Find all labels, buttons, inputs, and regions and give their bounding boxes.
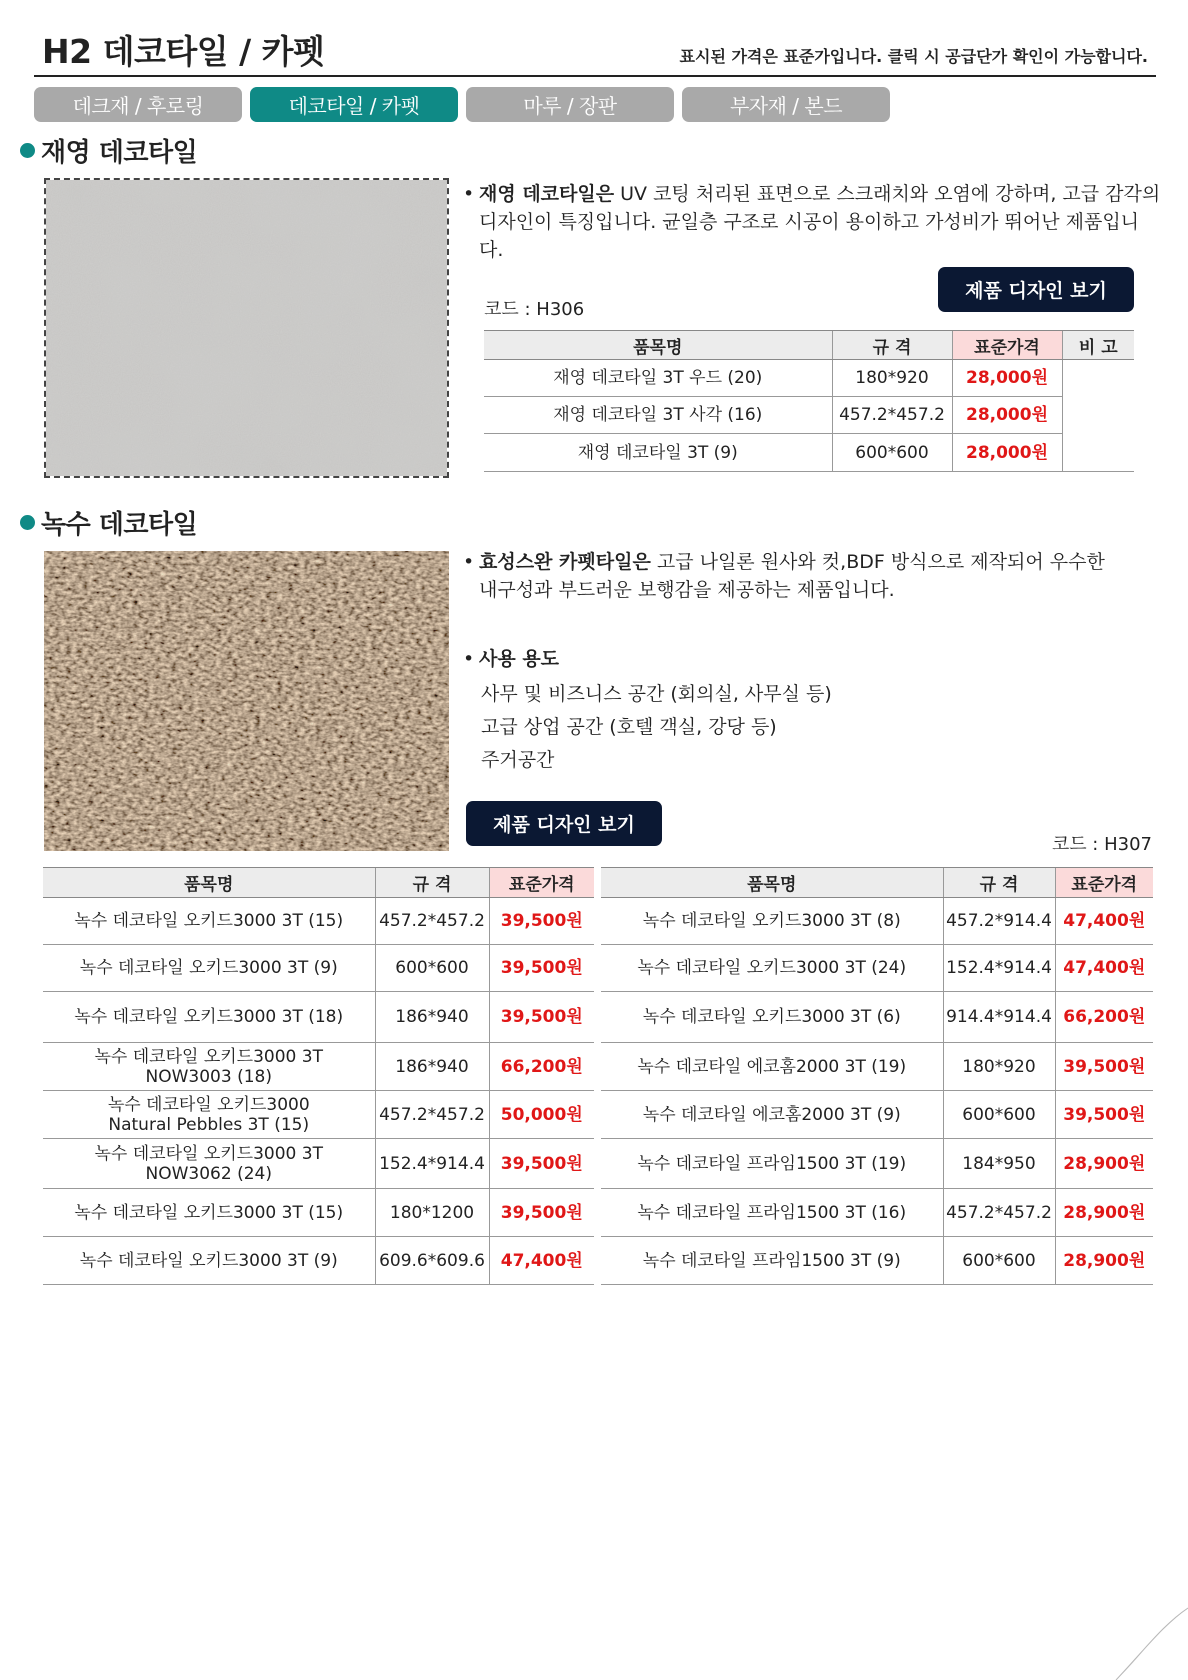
col-header: 표준가격 <box>489 868 594 898</box>
col-header: 표준가격 <box>1055 868 1153 898</box>
table-row[interactable] <box>601 898 1153 945</box>
page-curl-icon[interactable] <box>1098 1590 1188 1680</box>
tab-wood-floor-sheet[interactable]: 마루 / 장판 <box>466 87 674 122</box>
table-row[interactable] <box>601 1091 1153 1139</box>
table-cell: 28,000원 <box>952 397 1062 434</box>
usage-title: 사용 용도 <box>479 648 560 670</box>
table-cell: 녹수 데코타일 오키드3000 3T (8) <box>601 898 943 945</box>
price-table-h307-left <box>43 867 594 1285</box>
table-cell: 39,500원 <box>1055 1043 1153 1091</box>
table-row[interactable] <box>601 945 1153 992</box>
table-row[interactable] <box>601 992 1153 1043</box>
table-cell: 609.6*609.6 <box>375 1237 489 1285</box>
page-title: H2 데코타일 / 카펫 <box>42 32 325 71</box>
section-title: 녹수 데코타일 <box>41 510 198 540</box>
design-view-button-h306[interactable]: 제품 디자인 보기 <box>938 267 1134 312</box>
desc-emphasis: 효성스완 카펫타일은 <box>479 551 651 573</box>
table-cell: 186*940 <box>375 992 489 1043</box>
table-cell: 457.2*457.2 <box>375 898 489 945</box>
table-cell: 녹수 데코타일 오키드3000 3T NOW3003 (18) <box>43 1043 375 1091</box>
table-cell: 180*920 <box>832 360 952 397</box>
table-cell: 180*1200 <box>375 1189 489 1237</box>
product-swatch-carpet-tile[interactable] <box>44 551 449 851</box>
table-cell: 녹수 데코타일 오키드3000 3T (15) <box>43 1189 375 1237</box>
table-cell: 600*600 <box>375 945 489 992</box>
table-cell: 914.4*914.4 <box>943 992 1055 1043</box>
price-notice: 표시된 가격은 표준가입니다. 클릭 시 공급단가 확인이 가능합니다. <box>679 47 1148 66</box>
product-swatch-gray-tile[interactable] <box>44 178 449 478</box>
col-header: 규 격 <box>375 868 489 898</box>
table-row[interactable] <box>484 397 1134 434</box>
table-cell: 28,000원 <box>952 360 1062 397</box>
table-cell: 녹수 데코타일 오키드3000 3T (9) <box>43 945 375 992</box>
col-header: 규 격 <box>943 868 1055 898</box>
usage-item: 주거공간 <box>481 749 555 771</box>
desc-emphasis: 재영 데코타일은 <box>479 183 615 205</box>
table-row[interactable] <box>43 1091 594 1139</box>
table-cell: 600*600 <box>943 1091 1055 1139</box>
table-cell: 녹수 데코타일 오키드3000 3T (24) <box>601 945 943 992</box>
table-cell: 재영 데코타일 3T (9) <box>484 434 832 472</box>
tab-accessories-bond[interactable]: 부자재 / 본드 <box>682 87 890 122</box>
price-table-h306 <box>484 330 1134 472</box>
table-cell: 28,900원 <box>1055 1139 1153 1189</box>
table-cell: 39,500원 <box>489 898 594 945</box>
table-cell: 152.4*914.4 <box>943 945 1055 992</box>
table-cell: 152.4*914.4 <box>375 1139 489 1189</box>
table-row[interactable] <box>43 1139 594 1189</box>
carpet-loop-texture <box>44 551 449 851</box>
table-cell: 녹수 데코타일 에코홈2000 3T (9) <box>601 1091 943 1139</box>
table-cell: 재영 데코타일 3T 우드 (20) <box>484 360 832 397</box>
table-cell: 녹수 데코타일 오키드3000 3T (6) <box>601 992 943 1043</box>
table-cell: 600*600 <box>832 434 952 472</box>
table-cell: 39,500원 <box>489 1189 594 1237</box>
table-cell: 녹수 데코타일 오키드3000 Natural Pebbles 3T (15) <box>43 1091 375 1139</box>
table-row[interactable] <box>43 945 594 992</box>
table-cell: 457.2*457.2 <box>832 397 952 434</box>
title-divider <box>34 75 1156 77</box>
usage-item: 고급 상업 공간 (호텔 객실, 강당 등) <box>481 716 777 738</box>
price-table-h307-right <box>601 867 1153 1285</box>
table-cell: 녹수 데코타일 오키드3000 3T NOW3062 (24) <box>43 1139 375 1189</box>
product-code-h307: 코드 : H307 <box>1051 834 1152 855</box>
table-cell: 457.2*457.2 <box>375 1091 489 1139</box>
remark-cell <box>1062 360 1134 472</box>
bullet-dot-icon <box>20 143 35 158</box>
col-header-price: 표준가격 <box>952 331 1062 360</box>
product-code-h306: 코드 : H306 <box>484 299 585 320</box>
table-cell: 28,900원 <box>1055 1237 1153 1285</box>
table-cell: 50,000원 <box>489 1091 594 1139</box>
table-row[interactable] <box>43 898 594 945</box>
section-heading-jaeyoung <box>20 132 197 169</box>
table-cell: 녹수 데코타일 에코홈2000 3T (19) <box>601 1043 943 1091</box>
bullet-dot-icon <box>20 515 35 530</box>
table-row[interactable] <box>43 1043 594 1091</box>
table-cell: 184*950 <box>943 1139 1055 1189</box>
table-cell: 재영 데코타일 3T 사각 (16) <box>484 397 832 434</box>
col-header-remark: 비 고 <box>1062 331 1134 360</box>
table-cell: 600*600 <box>943 1237 1055 1285</box>
table-cell: 녹수 데코타일 프라임1500 3T (16) <box>601 1189 943 1237</box>
section-title: 재영 데코타일 <box>41 138 198 168</box>
table-cell: 39,500원 <box>489 992 594 1043</box>
table-cell: 47,400원 <box>1055 898 1153 945</box>
table-row[interactable] <box>484 434 1134 472</box>
col-header: 품목명 <box>601 868 943 898</box>
table-row[interactable] <box>601 1237 1153 1285</box>
table-cell: 녹수 데코타일 오키드3000 3T (15) <box>43 898 375 945</box>
table-cell: 녹수 데코타일 오키드3000 3T (18) <box>43 992 375 1043</box>
table-cell: 39,500원 <box>489 945 594 992</box>
gray-stone-texture <box>46 180 447 476</box>
table-cell: 186*940 <box>375 1043 489 1091</box>
section1-description: • 재영 데코타일은 UV 코팅 처리된 표면으로 스크래치와 오염에 강하며, 고급 감각의 디자인이 특징입니다. 균일층 구조로 시공이 용이하고 가성비가 뛰어난 제품입니다. <box>463 183 1161 261</box>
table-cell: 66,200원 <box>1055 992 1153 1043</box>
col-header-name: 품목명 <box>484 331 832 360</box>
table-row[interactable] <box>484 360 1134 397</box>
table-cell: 66,200원 <box>489 1043 594 1091</box>
table-cell: 457.2*914.4 <box>943 898 1055 945</box>
table-cell: 180*920 <box>943 1043 1055 1091</box>
col-header: 품목명 <box>43 868 375 898</box>
section2-description: • 효성스완 카펫타일은 고급 나일론 원사와 컷,BDF 방식으로 제작되어 우수한 내구성과 부드러운 보행감을 제공하는 제품입니다. <box>463 551 1105 601</box>
tab-deck-flooring[interactable]: 데크재 / 후로링 <box>34 87 242 122</box>
table-row[interactable] <box>43 1237 594 1285</box>
table-row[interactable] <box>601 1139 1153 1189</box>
section-heading-noksu <box>20 504 197 541</box>
design-view-button-h307[interactable]: 제품 디자인 보기 <box>466 801 662 846</box>
table-cell: 28,900원 <box>1055 1189 1153 1237</box>
table-row[interactable] <box>601 1189 1153 1237</box>
table-cell: 47,400원 <box>1055 945 1153 992</box>
col-header-spec: 규 격 <box>832 331 952 360</box>
table-row[interactable] <box>43 992 594 1043</box>
table-row[interactable] <box>43 1189 594 1237</box>
table-cell: 47,400원 <box>489 1237 594 1285</box>
table-cell: 39,500원 <box>1055 1091 1153 1139</box>
table-cell: 457.2*457.2 <box>943 1189 1055 1237</box>
table-row[interactable] <box>601 1043 1153 1091</box>
table-cell: 28,000원 <box>952 434 1062 472</box>
usage-block: • 사용 용도 사무 및 비즈니스 공간 (회의실, 사무실 등) 고급 상업 공간 (호텔 객실, 강당 등) 주거공간 <box>463 645 1143 777</box>
usage-item: 사무 및 비즈니스 공간 (회의실, 사무실 등) <box>481 683 832 705</box>
table-cell: 녹수 데코타일 프라임1500 3T (19) <box>601 1139 943 1189</box>
tab-decotile-carpet[interactable]: 데코타일 / 카펫 <box>250 87 458 122</box>
table-cell: 녹수 데코타일 프라임1500 3T (9) <box>601 1237 943 1285</box>
category-tabs <box>34 87 890 122</box>
table-cell: 39,500원 <box>489 1139 594 1189</box>
table-cell: 녹수 데코타일 오키드3000 3T (9) <box>43 1237 375 1285</box>
